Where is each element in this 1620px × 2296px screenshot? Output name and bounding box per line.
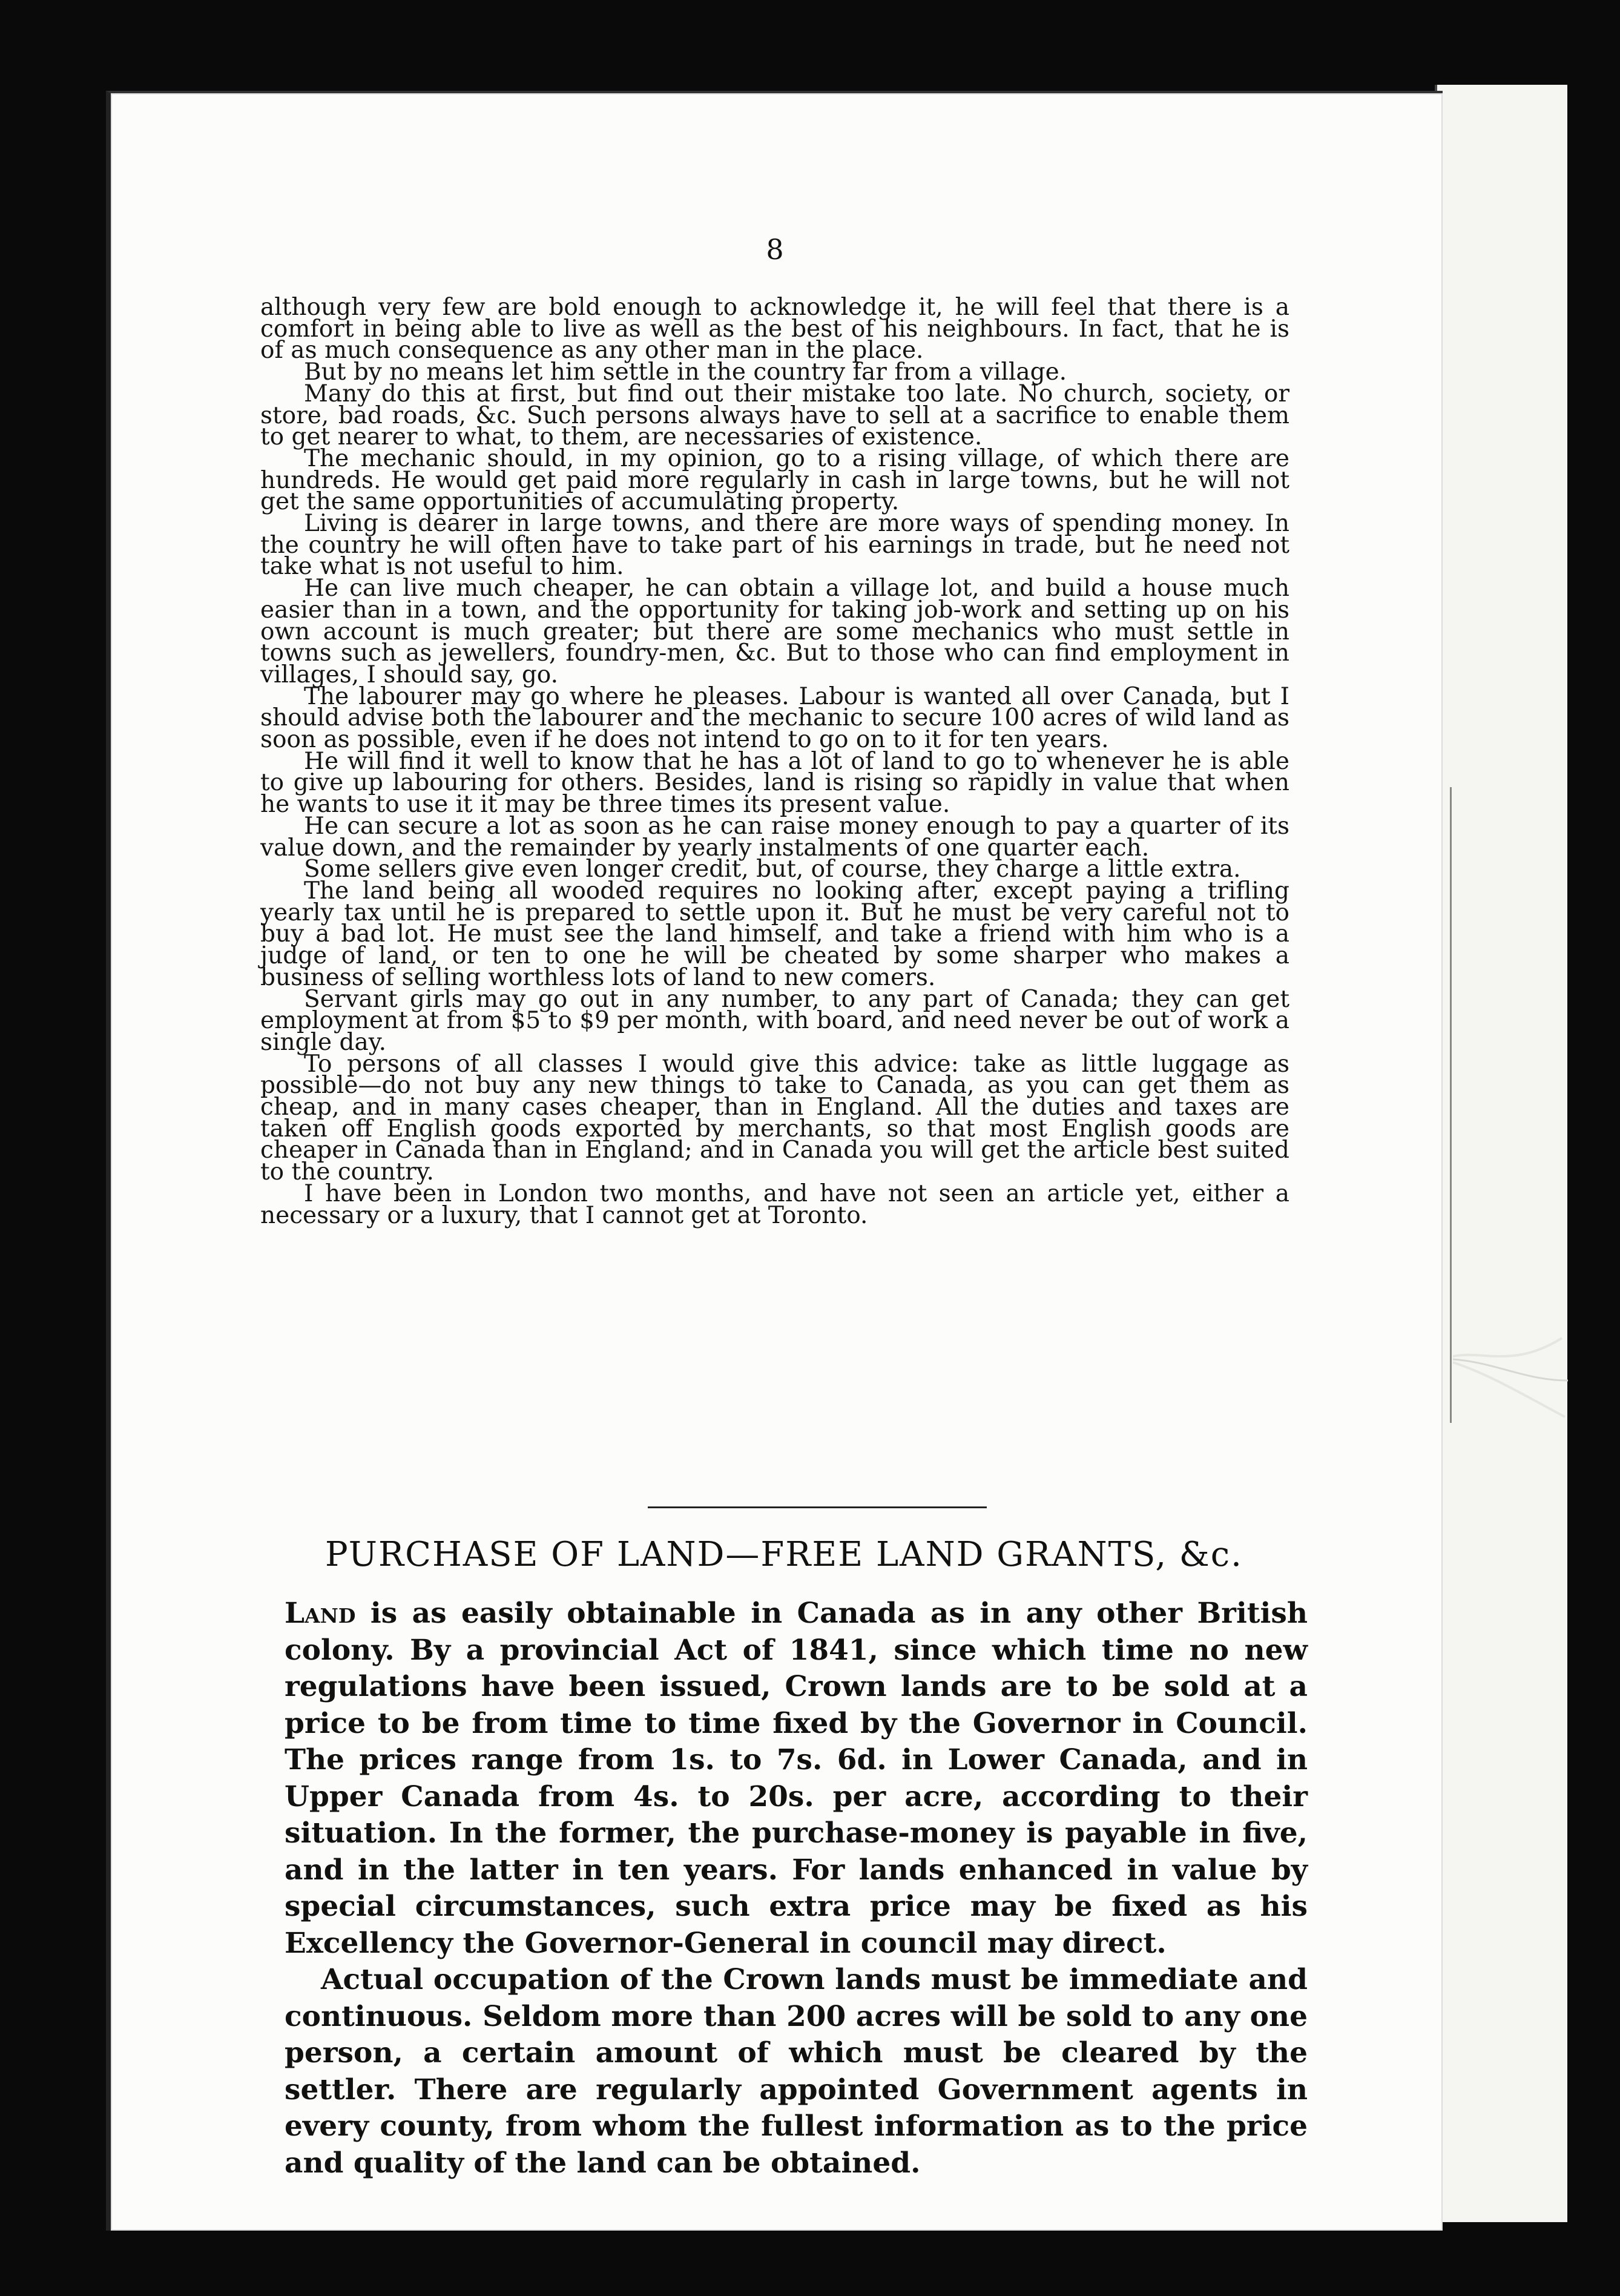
paragraph: The land being all wooded requires no looking after, except paying a trifling yearly tax until he is prepared to settle upon it. But he must be very careful not to buy a bad lot. He must see the land himself, and take a friend with him who is a judge of land, or ten to one he will be cheated by some sharper who makes a business of selling worthless lots of land to new comers.	[260, 877, 1289, 991]
binding-thread-icon	[1447, 1284, 1568, 1465]
page-number: 8	[766, 233, 784, 266]
paragraph: But by no means let him settle in the country far from a village.	[304, 358, 1067, 386]
section-divider	[648, 1506, 987, 1508]
paragraph-text: is as easily obtainable in Canada as in any other British colony. By a provincial Act of 1841, since which time no new regulations have been issued, Crown lands are to be sold at a price to be from time to time fixed by the Governor in Council. The prices range from 1s. to 7s. 6d. in Lower Canada, and in Upper Canada from 4s. to 20s. per acre, according to their situation. In the former, the purchase-money is payable in five, and in the latter in ten years. For lands enhanced in value by special circumstances, such extra price may be fixed as his Excellency the Governor-General in council may direct.	[285, 1597, 1308, 1960]
section-text	[285, 1595, 1308, 2182]
paragraph: He will find it well to know that he has a lot of land to go to whenever he is able to give up labouring for others. Besides, land is rising so rapidly in value that when he wants to use it it may be three times its present value.	[260, 747, 1289, 819]
section-heading: PURCHASE OF LAND—FREE LAND GRANTS, &c.	[325, 1535, 1243, 1574]
paragraph: He can live much cheaper, he can obtain a village lot, and build a house much easier than in a town, and the opportunity for taking job-work and setting up on his own account is much greater; but there are some mechanics who must settle in towns such as jewellers, foundry-men, &c. But to those who can find employment in villages, I should say, go.	[260, 575, 1289, 688]
paragraph: He can secure a lot as soon as he can raise money enough to pay a quarter of its value down, and the remainder by yearly instalments of one quarter each.	[260, 812, 1289, 862]
paragraph: although very few are bold enough to acknowledge it, he will feel that there is a comfort in being able to live as well as the best of his neighbours. In fact, that he is of as much consequence as any other man in the place.	[260, 294, 1289, 365]
facing-page-edge	[1435, 85, 1567, 2222]
lead-word: Land	[285, 1597, 356, 1630]
body-text	[260, 294, 1289, 1229]
paragraph: The mechanic should, in my opinion, go to a rising village, of which there are hundreds. He would get paid more regularly in cash in large towns, but he will not get the same opportunities of accumulating property.	[260, 444, 1289, 516]
paragraph: Living is dearer in large towns, and there are more ways of spending money. In the country he will often have to take part of his earnings in trade, but he need not take what is not useful to him.	[260, 510, 1289, 581]
section-paragraph: Actual occupation of the Crown lands must be immediate and continuous. Seldom more than 200 acres will be sold to any one person, a certain amount of which must be cleared by the settler. There are regularly appointed Government agents in every county, from whom the fullest information as to the price and quality of the land can be obtained.	[285, 1963, 1308, 2180]
paragraph: Servant girls may go out in any number, to any part of Canada; they can get employment at from $5 to $9 per month, with board, and need never be out of work a single day.	[260, 985, 1289, 1056]
paragraph: I have been in London two months, and have not seen an article yet, either a necessary or a luxury, that I cannot get at Toronto.	[260, 1179, 1289, 1229]
section-paragraph	[285, 1595, 1308, 1962]
paragraph: Many do this at first, but find out their mistake too late. No church, society, or store, bad roads, &c. Such persons always have to sell at a sacrifice to enable them to get nearer to what, to them, are necessaries of existence.	[260, 380, 1289, 451]
paragraph: The labourer may go where he pleases. Labour is wanted all over Canada, but I should advise both the labourer and the mechanic to secure 100 acres of wild land as soon as possible, even if he does not intend to go on to it for ten years.	[260, 682, 1289, 754]
paragraph: To persons of all classes I would give this advice: take as little luggage as possible—do not buy any new things to take to Canada, as you can get them as cheap, and in many cases cheaper, than in England. All the duties and taxes are taken off English goods exported by merchants, so that most English goods are cheaper in Canada than in England; and in Canada you will get the article best suited to the country.	[260, 1050, 1289, 1186]
paragraph: Some sellers give even longer credit, but, of course, they charge a little extra.	[304, 856, 1241, 883]
